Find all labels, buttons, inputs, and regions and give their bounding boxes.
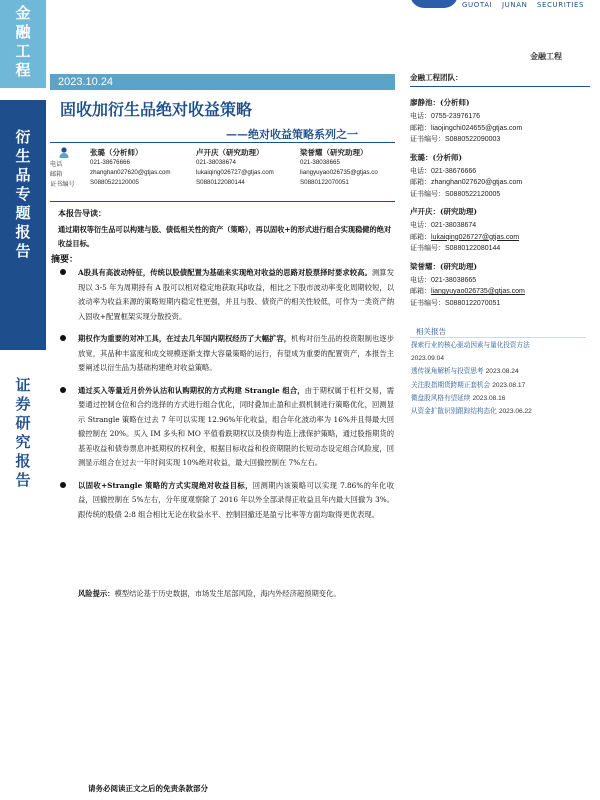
left-category-band — [0, 0, 46, 800]
cert-label: 证书编号： — [410, 136, 445, 143]
team-member — [410, 206, 590, 255]
related-reports-list — [411, 339, 591, 418]
band-char: 专 — [15, 185, 31, 203]
bullet-dot-icon — [60, 387, 66, 393]
analyst-cert: S0880122080144 — [196, 179, 245, 186]
band-derivatives-report — [0, 100, 46, 350]
band-char: 究 — [15, 433, 31, 451]
related-report-title[interactable]: 探索行业的核心驱动因素与量化投资方法 — [411, 341, 530, 349]
logo-swirl-icon — [410, 0, 458, 8]
analyst-card — [300, 147, 378, 189]
page-subtitle: ——绝对收益策略系列之一 — [226, 128, 358, 141]
related-report-date: 2023.09.04 — [411, 355, 445, 363]
cert-label: 证书编号： — [410, 245, 445, 252]
summary-bullet — [58, 384, 394, 471]
cert-label: 证书编号： — [410, 299, 445, 307]
band-char: 研 — [15, 414, 31, 432]
email-label: 邮箱： — [410, 288, 431, 295]
title-divider — [50, 142, 395, 143]
page-title: 固收加衍生品绝对收益策略 — [60, 100, 253, 119]
analyst-phone: 021-38038674 — [196, 159, 236, 166]
band-financial-engineering — [0, 0, 46, 88]
related-report-date: 2023.08.24 — [485, 368, 519, 376]
analyst-table — [50, 147, 395, 199]
analyst-email[interactable]: liangyuyao026735@gtjas.co — [300, 169, 378, 176]
logo-word: GUOTAI — [462, 1, 493, 9]
analyst-email[interactable]: lukaiqing026727@gtjas.com — [196, 169, 274, 176]
team-member — [410, 152, 590, 201]
risk-warning — [78, 587, 394, 601]
member-name: 张璐：(分析师) — [410, 152, 463, 162]
email-label: 邮箱： — [410, 124, 431, 132]
analyst-person-icon — [59, 147, 69, 158]
band-char: 报 — [15, 452, 31, 470]
phone-label: 电话： — [410, 222, 431, 229]
bullet-lead: 通过买入等量近月价外认沽和认购期权的方式构建 Strangle 组合， — [78, 385, 305, 395]
band-char: 券 — [15, 395, 31, 413]
member-cert: S0880522090003 — [445, 136, 501, 143]
band-char: 工 — [15, 42, 31, 60]
bullet-dot-icon — [60, 269, 66, 275]
band-char: 报 — [15, 223, 31, 241]
member-name: 卢开庆：(研究助理) — [410, 207, 478, 216]
related-report-item[interactable] — [411, 405, 591, 418]
bullet-body: 机构对衍生品的投资限制也逐步放宽，其品种丰富度和成交规模逐渐支撑大容量策略的运行，有望成为重要的配置资产，本报告主要阐述以衍生品为基础构建绝对收益策略。 — [78, 334, 395, 372]
analyst-card — [90, 147, 171, 189]
band-char: 融 — [15, 23, 31, 41]
related-report-title[interactable]: 微盘股风格有望延续 — [411, 393, 471, 402]
phone-label: 电话： — [410, 167, 431, 175]
related-report-item[interactable] — [411, 339, 591, 365]
bullet-dot-icon — [60, 482, 66, 488]
related-report-item[interactable] — [411, 379, 591, 392]
related-report-title[interactable]: 关注股指期货跨期正套机会 — [411, 380, 491, 389]
related-report-date: 2023.06.22 — [498, 408, 532, 416]
team-member — [410, 261, 590, 310]
band-char: 程 — [15, 61, 31, 79]
analyst-card — [196, 147, 274, 189]
bullet-dot-icon — [60, 335, 66, 341]
analyst-labels — [50, 159, 75, 189]
cert-label: 证书编号： — [410, 190, 445, 198]
label-cert: 证书编号 — [50, 181, 75, 188]
bullet-body: 测算发现以 3-5 年为周期持有 A 股可以相对稳定地获取其β收益，相比之下股市波动率变化周期较短，以波动率为收益来源的策略短期内稳定性更强，并且与股、债资产的相关性较低，可作为一类资产纳入固收+配置框架实现分散投资。 — [78, 268, 394, 321]
band-char: 告 — [15, 242, 31, 260]
summary-bullet — [58, 479, 394, 523]
logo-word: JUNAN — [502, 1, 528, 9]
bullet-lead: A股具有高波动特征，传统以股债配置为基础来实现绝对收益的思路对股票择时要求较高。 — [78, 268, 372, 277]
company-logo — [410, 0, 600, 14]
logo-word: SECURITIES — [537, 1, 585, 9]
member-cert: S0880122080144 — [445, 245, 501, 252]
band-char: 告 — [15, 471, 31, 489]
member-cert: S0880522120005 — [445, 190, 501, 198]
summary-title: 摘要： — [51, 255, 79, 265]
team-member — [410, 97, 590, 146]
summary-bullets — [58, 266, 394, 522]
member-email[interactable]: lukaiqing026727@gtjas.com — [431, 233, 520, 241]
member-name: 廖静池：(分析师) — [410, 98, 470, 107]
related-report-title[interactable]: 透传视角解析与投资思考 — [411, 367, 484, 376]
team-sidebar — [410, 72, 590, 315]
band-char: 衍 — [15, 128, 31, 146]
member-name: 梁誉耀：(研究助理) — [410, 261, 478, 271]
risk-label: 风险提示： — [78, 589, 115, 598]
doc-type-label: 金融工程 — [530, 51, 562, 61]
related-reports-title: 相关报告 — [416, 327, 446, 336]
analyst-name: 张璐（分析师） — [90, 148, 143, 157]
team-title: 金融工程团队： — [410, 73, 463, 82]
band-char: 题 — [15, 204, 31, 222]
phone-label: 电话： — [410, 276, 431, 284]
member-phone: 0755-23976176 — [431, 113, 481, 120]
related-report-item[interactable] — [411, 365, 591, 378]
related-report-date: 2023.08.17 — [492, 381, 526, 389]
bullet-lead: 期权作为重要的对冲工具，在过去几年国内期权经历了大幅扩容， — [78, 334, 292, 343]
band-securities-research — [0, 358, 46, 488]
member-email[interactable]: zhanghan027620@gtjas.com — [431, 179, 523, 186]
bullet-lead: 以固收+Strangle 策略的方式实现绝对收益目标， — [78, 480, 253, 490]
analyst-name: 梁誉耀（研究助理） — [300, 148, 368, 157]
analyst-divider — [50, 201, 395, 202]
band-char: 证 — [15, 376, 31, 394]
analyst-phone: 021-38038665 — [300, 159, 340, 166]
disclaimer-note: 请务必阅读正文之后的免责条款部分 — [88, 784, 208, 793]
related-report-date: 2023.08.16 — [472, 394, 506, 402]
label-phone: 电话 — [50, 161, 63, 168]
related-divider — [410, 337, 586, 338]
analyst-cert: S0880522120005 — [90, 179, 139, 186]
date-bar: 2023.10.24 — [50, 74, 395, 90]
related-report-title[interactable]: 从资金扩散识别跟踪结构态化 — [411, 407, 497, 416]
member-cert: S0880122070051 — [445, 299, 501, 307]
analyst-cert: S0880122070051 — [300, 179, 349, 186]
phone-label: 电话： — [410, 113, 431, 120]
analyst-name: 卢开庆（研究助理） — [196, 148, 264, 157]
member-phone: 021-38038665 — [431, 276, 477, 284]
related-report-item[interactable] — [411, 392, 591, 405]
member-phone: 021-38676666 — [431, 167, 477, 175]
summary-bullet — [58, 332, 394, 376]
bullet-body: 回测期内该策略可以实现 7.86%的年化收益，回撤控制在 5%左右，分年度观察除了 2016 年以外全部录得正收益且年内最大回撤为 3%。跟传统的股债 2:8 组合相比无论在收益水平、控制回撤还是盈亏比率等方面均取得更优表现。 — [78, 480, 395, 519]
member-email[interactable]: liangyuyao026735@gtjas.com — [431, 288, 525, 295]
member-phone: 021-38038674 — [431, 222, 477, 229]
member-email[interactable]: liaojingchi024655@gtjas.com — [431, 124, 523, 132]
email-label: 邮箱： — [410, 233, 431, 241]
band-char: 金 — [15, 4, 31, 22]
guide-text: 通过期权等衍生品可以构建与股、债低相关性的资产（策略），再以固收+的形式进行组合实现稳健的绝对收益目标。 — [58, 225, 392, 248]
analyst-email[interactable]: zhanghan027620@gtjas.com — [90, 169, 171, 176]
risk-text: 模型结论基于历史数据，市场发生尾部风险，海内外经济超预期变化。 — [114, 589, 341, 598]
guide-title: 本报告导读： — [58, 208, 106, 218]
email-label: 邮箱： — [410, 179, 431, 186]
band-char: 品 — [15, 166, 31, 184]
bullet-body: 由于期权属于杠杆交易，需要通过控制仓位和合约选择的方式进行组合优化，同时叠加止盈和止损机制进行策略优化，回测显示 Strangle 策略在过去 7 年可以实现 12.96%年化收益，组合年化波动率为 16%并且得最大回撤控制在 20%。买入 IM 多头和 MO 平值看跌期权以及债券构造上涨保护策略，通过股指期货的基差收益和债券票息冲抵期权的权利金，根据目标收益和投资期限的长短动态设定组合风险度，回测显示组合在过去一年时间实现 10%绝对收益，最大回撤控制在 7%左右。 — [78, 385, 395, 467]
summary-bullet — [58, 266, 394, 324]
label-email: 邮箱 — [50, 171, 63, 178]
team-divider — [410, 86, 590, 87]
analyst-phone: 021-38676666 — [90, 159, 130, 166]
band-char: 生 — [15, 147, 31, 165]
